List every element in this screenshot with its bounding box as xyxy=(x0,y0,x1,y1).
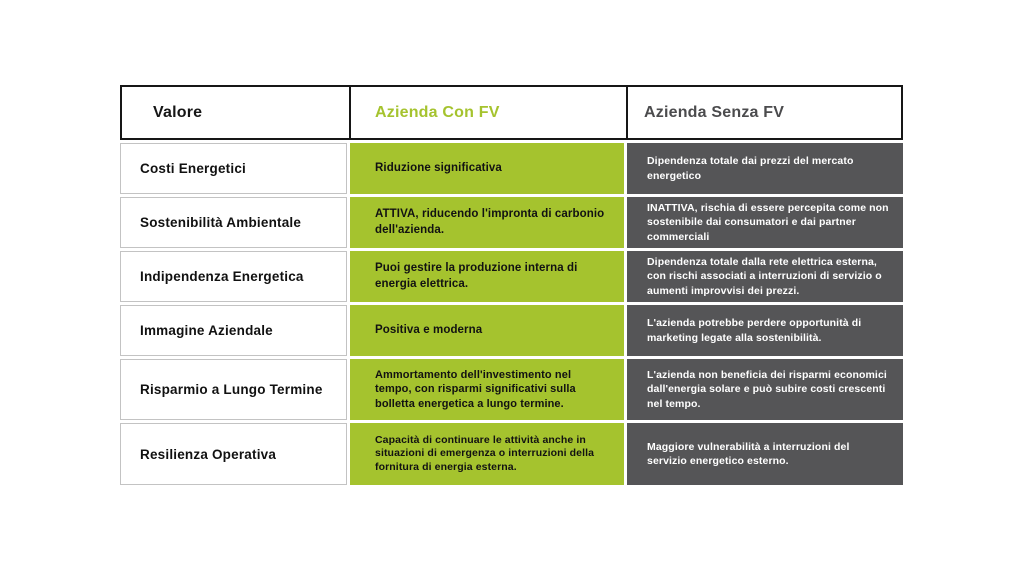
value-cell-indipendenza-energetica: Indipendenza Energetica xyxy=(120,251,347,302)
value-cell-costi-energetici: Costi Energetici xyxy=(120,143,347,194)
con-fv-cell-costi-energetici: Riduzione significativa xyxy=(350,143,624,194)
senza-fv-cell-indipendenza-energetica: Dipendenza totale dalla rete elettrica esterna, con rischi associati a interruzioni di servizio o aumenti improvvisi dei prezzi. xyxy=(627,251,903,302)
con-fv-cell-sostenibilita-ambientale: ATTIVA, riducendo l'impronta di carbonio dell'azienda. xyxy=(350,197,624,248)
value-cell-immagine-aziendale: Immagine Aziendale xyxy=(120,305,347,356)
header-cell-azienda-senza-fv: Azienda Senza FV xyxy=(626,87,901,138)
senza-fv-cell-sostenibilita-ambientale: INATTIVA, rischia di essere percepita come non sostenibile dai consumatori e dai partner commerciali xyxy=(627,197,903,248)
con-fv-cell-immagine-aziendale: Positiva e moderna xyxy=(350,305,624,356)
senza-fv-cell-costi-energetici: Dipendenza totale dai prezzi del mercato energetico xyxy=(627,143,903,194)
value-cell-risparmio-lungo-termine: Risparmio a Lungo Termine xyxy=(120,359,347,420)
comparison-table xyxy=(120,85,903,485)
senza-fv-cell-risparmio-lungo-termine: L'azienda non beneficia dei risparmi economici dall'energia solare e può subire costi crescenti nel tempo. xyxy=(627,359,903,420)
header-cell-valore: Valore xyxy=(153,103,203,121)
con-fv-cell-resilienza-operativa: Capacità di continuare le attività anche in situazioni di emergenza o interruzioni della fornitura di energia esterna. xyxy=(350,423,624,485)
value-cell-resilienza-operativa: Resilienza Operativa xyxy=(120,423,347,485)
table-header-row xyxy=(120,85,903,140)
senza-fv-cell-resilienza-operativa: Maggiore vulnerabilità a interruzioni del servizio energetico esterno. xyxy=(627,423,903,485)
con-fv-cell-risparmio-lungo-termine: Ammortamento dell'investimento nel tempo, con risparmi significativi sulla bolletta energetica a lungo termine. xyxy=(350,359,624,420)
con-fv-cell-indipendenza-energetica: Puoi gestire la produzione interna di energia elettrica. xyxy=(350,251,624,302)
value-cell-sostenibilita-ambientale: Sostenibilità Ambientale xyxy=(120,197,347,248)
header-cell-azienda-con-fv: Azienda Con FV xyxy=(349,87,626,138)
table-body xyxy=(120,143,903,485)
senza-fv-cell-immagine-aziendale: L'azienda potrebbe perdere opportunità di marketing legate alla sostenibilità. xyxy=(627,305,903,356)
